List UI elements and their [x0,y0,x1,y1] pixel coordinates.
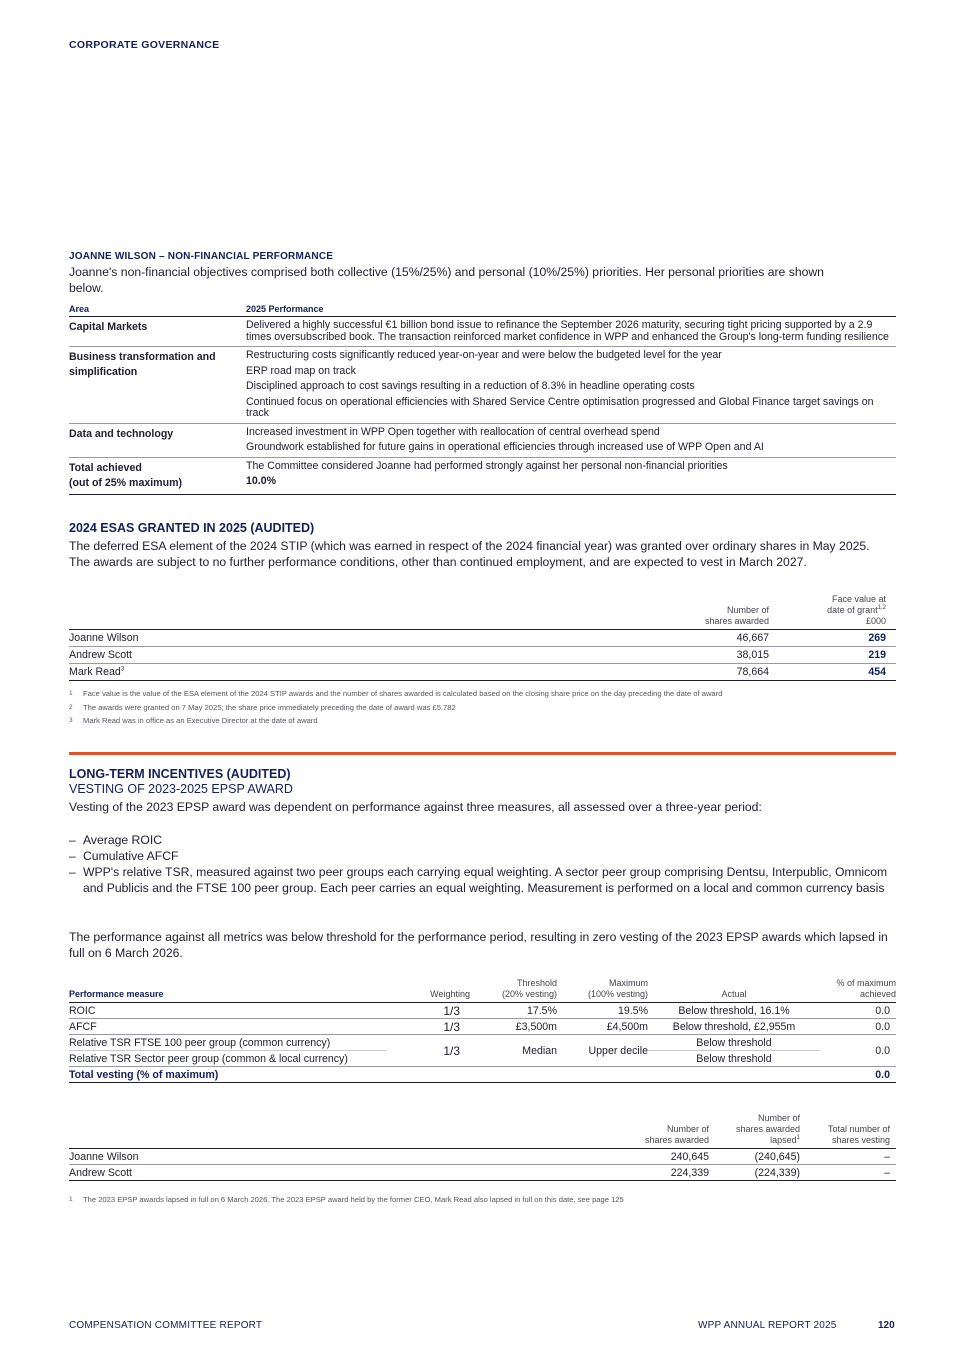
pct-cell: 0.0 [820,1003,896,1019]
performance-cell [246,347,896,424]
section-divider [69,752,896,755]
performance-item: Restructuring costs significantly reduced year-on-year and were below the budgeted level for the year [246,349,722,361]
ltip-footnote [69,1193,624,1207]
col-pct-line1: % of maximum [836,978,896,988]
esas-title: 2024 ESAS GRANTED IN 2025 (AUDITED) [69,521,315,535]
page-number: 120 [878,1320,895,1331]
ltip-performance-table [69,978,896,1083]
nonfinancial-intro: Joanne's non-financial objectives comprised both collective (15%/25%) and personal (10%/25%) priorities. Her personal priorities are shown below. [69,265,824,295]
total-row [69,1067,896,1083]
footnote-text: The awards were granted on 7 May 2025; the share price immediately preceding the date of award was £5.782 [83,702,456,712]
col-threshold-line1: Threshold [516,978,557,988]
table-row [69,1019,896,1035]
maximum-cell: Upper decile [557,1035,648,1067]
col-lapsed [709,1113,800,1149]
col-maximum [557,978,648,1003]
footnote-text: Mark Read was in office as an Executive Director at the date of award [83,716,318,725]
performance-item: Delivered a highly successful €1 billion bond issue to refinance the September 2026 maturity, securing tight pricing supported by a 2.9 times oversubscribed book. The transaction reinforced market confidence in WPP and enhanced the Group's long-term funding resilience [246,319,889,343]
total-row [69,457,896,494]
lapsed-cell: (224,339) [709,1165,800,1181]
name-cell [69,664,589,681]
maximum-cell: 19.5% [557,1003,648,1019]
performance-cell [246,317,896,347]
col-face-line1: Face value at [831,594,886,604]
total-cell [246,457,896,494]
face-cell: 454 [769,664,896,681]
performance-item: Continued focus on operational efficiencies with Shared Service Centre optimisation progressed and Global Finance target savings on track [246,395,874,419]
name-cell: Joanne Wilson [69,630,589,647]
col-pct-line2: achieved [859,989,896,999]
col-pct [820,978,896,1003]
shares-cell: 38,015 [589,647,769,664]
col-shares-line2: shares awarded [704,616,769,626]
ltip-intro: Vesting of the 2023 EPSP award was dependent on performance against three measures, all assessed over a three-year period: [69,800,762,814]
performance-item: Increased investment in WPP Open together with reallocation of central overhead spend [246,425,660,438]
pct-cell: 0.0 [820,1019,896,1035]
col-area: Area [69,304,246,317]
col-lapsed-line3: lapsed [770,1135,797,1145]
col-actual: Actual [648,978,820,1003]
footnote-num: 1 [69,690,73,697]
name-sup: 3 [120,666,125,673]
table-row [69,664,896,681]
total-label [69,457,246,494]
esas-footnotes [69,687,722,728]
threshold-cell: 17.5% [470,1003,557,1019]
shares-cell: 46,667 [589,630,769,647]
esas-table [69,594,896,681]
performance-item: ERP road map on track [246,364,356,377]
table-row [69,1003,896,1019]
col-shares-awarded [589,594,769,630]
awarded-cell: 224,339 [559,1165,709,1181]
section-header: CORPORATE GOVERNANCE [69,39,220,51]
threshold-cell: Median [470,1035,557,1067]
table-row [69,423,896,457]
pct-cell: 0.0 [820,1035,896,1067]
col-awarded [559,1113,709,1149]
area-cell: Capital Markets [69,317,246,347]
esas-intro: The deferred ESA element of the 2024 STIP (which was earned in respect of the 2024 financial year) was granted over ordinary shares in May 2025. The awards are subject to no further performance conditions, other than continued employment, and are expected to vest in March 2027. [69,539,870,569]
name-cell: Andrew Scott [69,1165,559,1181]
table-row [69,647,896,664]
col-face-line2: date of grant [827,605,878,615]
face-cell: 269 [769,630,896,647]
col-lapsed-line2: shares awarded [735,1124,800,1134]
ltip-subtitle: VESTING OF 2023-2025 EPSP AWARD [69,782,293,796]
footnote [69,687,722,701]
list-item: – WPP's relative TSR, measured against two peer groups each carrying equal weighting. A sector peer group comprising Dentsu, Interpublic, Omnicom and Publicis and the FTSE 100 peer group. Each peer carries an equal weighting. Measurement is performed on a local and common currency basis [69,864,889,896]
awarded-cell: 240,645 [559,1149,709,1165]
total-label: Total vesting (% of maximum) [69,1067,820,1083]
table-row [69,630,896,647]
col-face-line3: £000 [865,616,886,626]
col-vesting [800,1113,896,1149]
vesting-cell: – [800,1165,896,1181]
col-shares-line1: Number of [726,605,769,615]
total-value: 10.0% [246,475,277,487]
lapsed-cell: (240,645) [709,1149,800,1165]
col-maximum-line1: Maximum [608,978,648,988]
col-weighting: Weighting [387,978,470,1003]
col-lapsed-line1: Number of [757,1113,800,1123]
footer-section: COMPENSATION COMMITTEE REPORT [69,1320,263,1331]
footer-report: WPP ANNUAL REPORT 2025 [698,1320,837,1331]
table-row [69,1149,896,1165]
actual-cell: Below threshold [648,1051,820,1067]
ltip-measures-list [69,832,889,896]
actual-cell: Below threshold, 16.1% [648,1003,820,1019]
col-measure: Performance measure [69,978,387,1003]
footnote-num: 3 [69,717,73,724]
performance-item: Disciplined approach to cost savings resulting in a reduction of 8.3% in headline operating costs [246,380,695,392]
total-text: The Committee considered Joanne had performed strongly against her personal non-financial priorities [246,459,728,472]
col-performance: 2025 Performance [246,304,896,317]
name-cell: Joanne Wilson [69,1149,559,1165]
performance-cell [246,423,896,457]
actual-cell: Below threshold [648,1035,820,1051]
col-awarded-line1: Number of [666,1124,709,1134]
face-cell: 219 [769,647,896,664]
maximum-cell: £4,500m [557,1019,648,1035]
col-awarded-line2: shares awarded [644,1135,709,1145]
footnote-num: 1 [69,1196,73,1203]
ltip-vesting-table [69,1113,896,1181]
col-vesting-line1: Total number of [827,1124,890,1134]
shares-cell: 78,664 [589,664,769,681]
col-lapsed-sup: 1 [796,1135,800,1141]
actual-cell: Below threshold, £2,955m [648,1019,820,1035]
measure-cell: Relative TSR Sector peer group (common & local currency) [69,1051,387,1067]
area-cell: Business transformation and simplification [69,347,246,424]
name-text: Mark Read [69,666,121,678]
ltip-conclusion: The performance against all metrics was below threshold for the performance period, resulting in zero vesting of the 2023 EPSP awards which lapsed in full on 6 March 2026. [69,930,888,960]
total-label-line2: (out of 25% maximum) [69,476,183,489]
nonfinancial-table [69,304,896,495]
total-value: 0.0 [820,1067,896,1083]
footnote-text: Face value is the value of the ESA element of the 2024 STIP awards and the number of shares awarded is calculated based on the closing share price on the day preceding the date of award [83,689,723,698]
footnote [69,701,722,715]
weighting-cell: 1/3 [387,1019,470,1035]
table-row [69,1035,896,1051]
col-maximum-line2: (100% vesting) [587,989,648,999]
list-item: – Average ROIC [69,832,889,848]
name-cell: Andrew Scott [69,647,589,664]
table-row [69,347,896,424]
table-row [69,1165,896,1181]
list-item: – Cumulative AFCF [69,848,889,864]
ltip-title: LONG-TERM INCENTIVES (AUDITED) [69,767,291,781]
measure-cell: AFCF [69,1019,387,1035]
nonfinancial-title: JOANNE WILSON – NON-FINANCIAL PERFORMANCE [69,251,334,262]
col-face-sup: 1,2 [877,605,886,611]
table-row [69,317,896,347]
measure-cell: Relative TSR FTSE 100 peer group (common currency) [69,1035,387,1051]
footnote-num: 2 [69,703,73,711]
total-label-line1: Total achieved [69,461,142,474]
weighting-cell: 1/3 [387,1003,470,1019]
area-cell: Data and technology [69,423,246,457]
performance-item: Groundwork established for future gains in operational efficiencies through increased use of WPP Open and AI [246,441,764,453]
col-threshold [470,978,557,1003]
footnote-text: The 2023 EPSP awards lapsed in full on 6 March 2026. The 2023 EPSP award held by the former CEO, Mark Read also lapsed in full on this date, see page 125 [83,1195,624,1204]
col-threshold-line2: (20% vesting) [501,989,557,999]
threshold-cell: £3,500m [470,1019,557,1035]
vesting-cell: – [800,1149,896,1165]
col-face-value [769,594,896,630]
measure-cell: ROIC [69,1003,387,1019]
footnote [69,714,722,728]
col-vesting-line2: shares vesting [831,1135,890,1145]
weighting-cell: 1/3 [387,1035,470,1067]
